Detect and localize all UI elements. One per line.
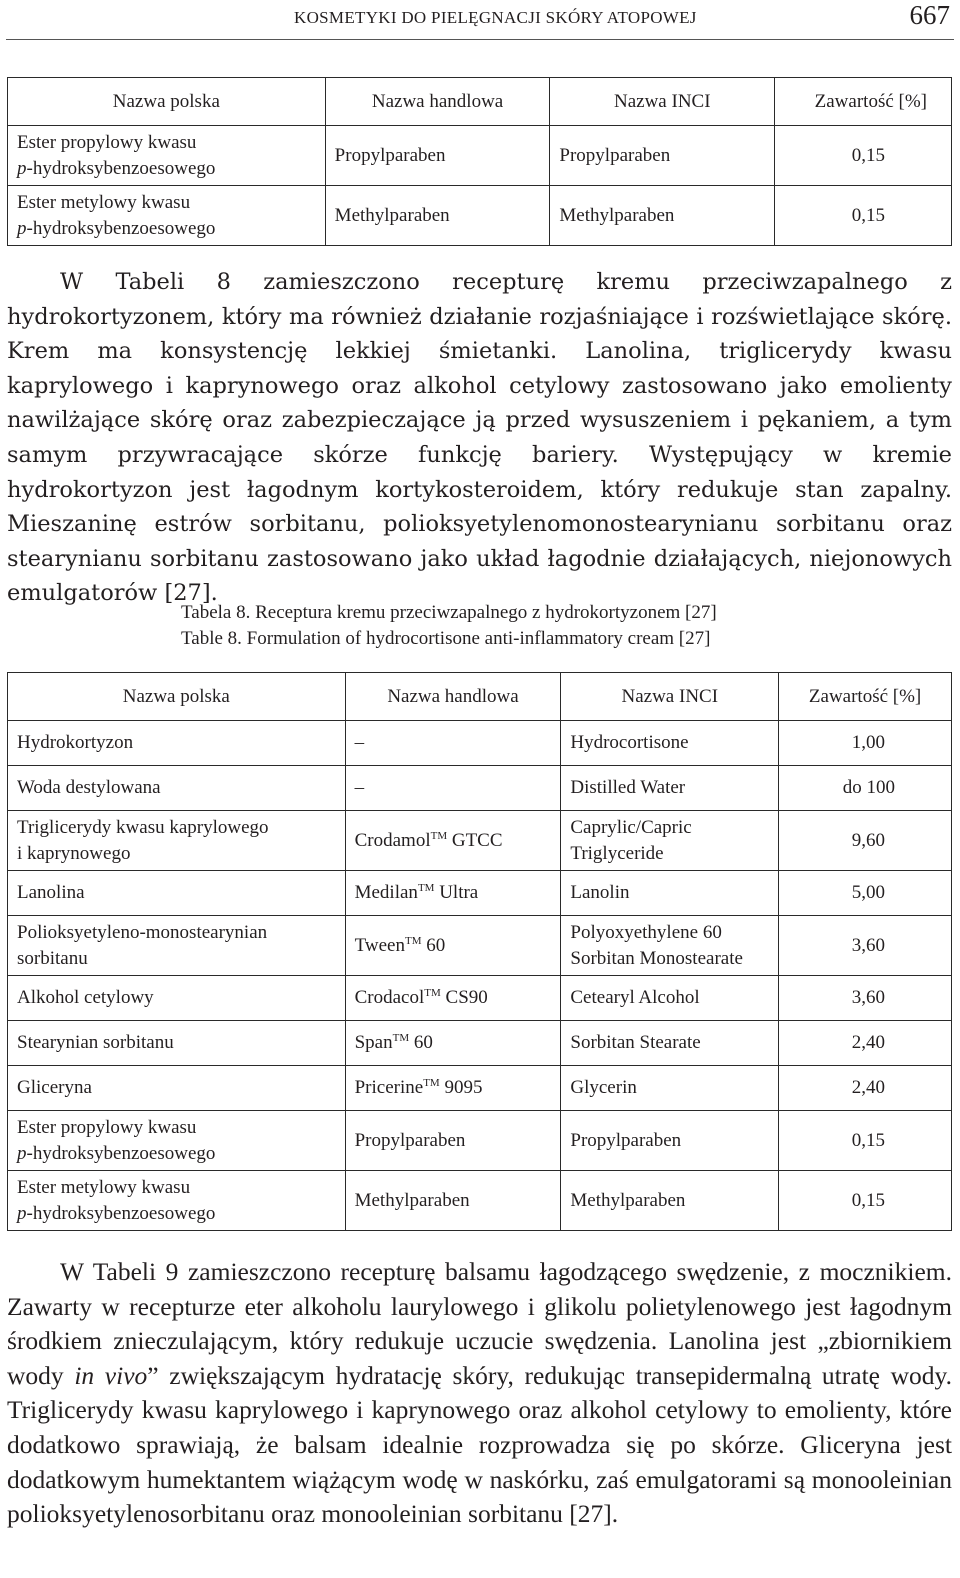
- content-cell: 2,40: [779, 1021, 952, 1066]
- caption-english: Table 8. Formulation of hydrocortisone anti-inflammatory cream [27]: [181, 628, 711, 649]
- content-cell: 1,00: [779, 721, 952, 766]
- table-row: [8, 916, 952, 976]
- polish-name-cell: Ester metylowy kwasu p-hydroksybenzoesowego: [8, 186, 326, 246]
- polish-name-cell: Woda destylowana: [8, 766, 346, 811]
- column-header: Nazwa INCI: [550, 78, 775, 126]
- inci-name-cell: Sorbitan Stearate: [561, 1021, 779, 1066]
- table-row: [8, 721, 952, 766]
- trade-name-cell: Medilan™ Ultra: [345, 871, 561, 916]
- trade-name-cell: Pricerine™ 9095: [345, 1066, 561, 1111]
- caption-polish: Tabela 8. Receptura kremu przeciwzapalnego z hydrokortyzonem [27]: [181, 602, 717, 623]
- polish-name-cell: Triglicerydy kwasu kaprylowego i kaprynowego: [8, 811, 346, 871]
- table-header-row: [8, 673, 952, 721]
- table-7-continuation: [7, 77, 952, 246]
- trade-name-cell: Propylparaben: [325, 126, 550, 186]
- table-row: [8, 976, 952, 1021]
- column-header: Nazwa polska: [8, 78, 326, 126]
- inci-name-cell: Propylparaben: [550, 126, 775, 186]
- polish-name-cell: Hydrokortyzon: [8, 721, 346, 766]
- running-title: KOSMETYKI DO PIELĘGNACJI SKÓRY ATOPOWEJ: [294, 8, 697, 27]
- inci-name-cell: Caprylic/Capric Triglyceride: [561, 811, 779, 871]
- trade-name-cell: Crodacol™ CS90: [345, 976, 561, 1021]
- table-header-row: [8, 78, 952, 126]
- trade-name-cell: Tween™ 60: [345, 916, 561, 976]
- polish-name-cell: Lanolina: [8, 871, 346, 916]
- trade-name-cell: Methylparaben: [345, 1171, 561, 1231]
- content-cell: 3,60: [779, 976, 952, 1021]
- content-cell: 0,15: [775, 126, 952, 186]
- column-header: Zawartość [%]: [779, 673, 952, 721]
- content-cell: 9,60: [779, 811, 952, 871]
- inci-name-cell: Distilled Water: [561, 766, 779, 811]
- polish-name-cell: Gliceryna: [8, 1066, 346, 1111]
- content-cell: 0,15: [775, 186, 952, 246]
- trade-name-cell: –: [345, 766, 561, 811]
- column-header: Nazwa INCI: [561, 673, 779, 721]
- content-cell: 5,00: [779, 871, 952, 916]
- paragraph-table8-intro: W Tabeli 8 zamieszczono recepturę kremu przeciwzapalnego z hydrokortyzonem, który ma również działanie rozjaśniające i rozświetlające skórę. Krem ma konsystencję lekkiej śmietanki. Lanolina, triglicerydy kwasu kaprylowego i kaprynowego oraz alkohol cetylowy zastosowano jako emolienty nawilżające skórę oraz zabezpieczające ją przed wysuszeniem i pękaniem, a tym samym przywracające skórze funkcję bariery. Występujący w kremie hydrokortyzon jest łagodnym kortykosteroidem, który redukuje stan zapalny. Mieszaninę estrów sorbitanu, polioksyetylenomonostearynianu sorbitanu oraz stearynianu sorbitanu zastosowano jako układ łagodnie działających, niejonowych emulgatorów [27].: [7, 269, 952, 607]
- table-row: [8, 186, 952, 246]
- content-cell: do 100: [779, 766, 952, 811]
- column-header: Nazwa handlowa: [345, 673, 561, 721]
- page-number: 667: [909, 0, 950, 30]
- trade-name-cell: Propylparaben: [345, 1111, 561, 1171]
- polish-name-cell: Stearynian sorbitanu: [8, 1021, 346, 1066]
- table-row: [8, 1066, 952, 1111]
- content-cell: 0,15: [779, 1171, 952, 1231]
- paragraph-table9-intro: W Tabeli 9 zamieszczono recepturę balsamu łagodzącego swędzenie, z mocznikiem. Zawarty w recepturze eter alkoholu laurylowego i glikolu polietylenowego jest łagodnym środkiem znieczulającym, który redukuje uczucie swędzenia. Lanolina jest „zbiornikiem wody in vivo” zwiększającym hydratację skóry, redukując transepidermalną utratę wody. Triglicerydy kwasu kaprylowego i kaprynowego oraz alkohol cetylowy to emolienty, które dodatkowo sprawiają, że balsam idealnie rozprowadza się po skórze. Gliceryna jest dodatkowym humektantem wiążącym wodę w naskórku, zaś emulgatorami są monooleinian polioksyetylenosorbitanu oraz monooleinian sorbitanu [27].: [7, 1257, 953, 1529]
- trade-name-cell: Methylparaben: [325, 186, 550, 246]
- content-cell: 0,15: [779, 1111, 952, 1171]
- column-header: Nazwa handlowa: [325, 78, 550, 126]
- table-row: [8, 871, 952, 916]
- polish-name-cell: Ester metylowy kwasu p-hydroksybenzoesowego: [8, 1171, 346, 1231]
- inci-name-cell: Glycerin: [561, 1066, 779, 1111]
- table-row: [8, 1111, 952, 1171]
- inci-name-cell: Methylparaben: [550, 186, 775, 246]
- inci-name-cell: Methylparaben: [561, 1171, 779, 1231]
- polish-name-cell: Alkohol cetylowy: [8, 976, 346, 1021]
- table-8-caption: [181, 600, 717, 652]
- trade-name-cell: Span™ 60: [345, 1021, 561, 1066]
- inci-name-cell: Polyoxyethylene 60 Sorbitan Monostearate: [561, 916, 779, 976]
- table-row: [8, 126, 952, 186]
- inci-name-cell: Hydrocortisone: [561, 721, 779, 766]
- trade-name-cell: Crodamol™ GTCC: [345, 811, 561, 871]
- page-header: [0, 0, 960, 40]
- trade-name-cell: –: [345, 721, 561, 766]
- table-row: [8, 766, 952, 811]
- column-header: Nazwa polska: [8, 673, 346, 721]
- polish-name-cell: Ester propylowy kwasu p-hydroksybenzoesowego: [8, 1111, 346, 1171]
- polish-name-cell: Ester propylowy kwasu p-hydroksybenzoesowego: [8, 126, 326, 186]
- inci-name-cell: Lanolin: [561, 871, 779, 916]
- inci-name-cell: Cetearyl Alcohol: [561, 976, 779, 1021]
- header-rule: [6, 39, 954, 40]
- content-cell: 2,40: [779, 1066, 952, 1111]
- content-cell: 3,60: [779, 916, 952, 976]
- table-8: [7, 672, 952, 1231]
- table-row: [8, 1171, 952, 1231]
- table-row: [8, 811, 952, 871]
- inci-name-cell: Propylparaben: [561, 1111, 779, 1171]
- column-header: Zawartość [%]: [775, 78, 952, 126]
- table-row: [8, 1021, 952, 1066]
- polish-name-cell: Polioksyetyleno-monostearynian sorbitanu: [8, 916, 346, 976]
